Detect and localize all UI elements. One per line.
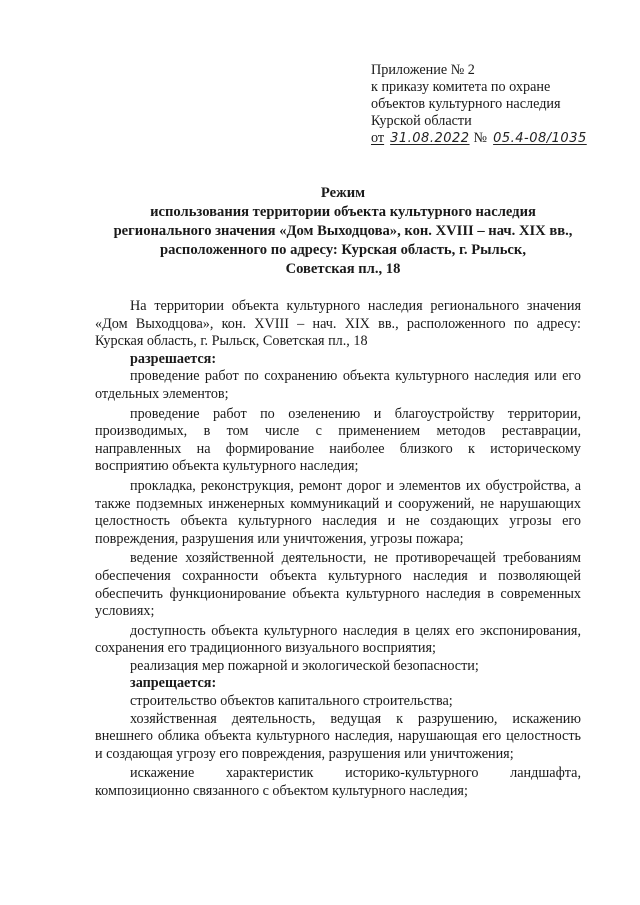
title-line-3: регионального значения «Дом Выходцова», кон. XVIII – нач. XIX вв., (113, 223, 573, 239)
date-prefix: от (371, 130, 385, 146)
forbidden-item: хозяйственная деятельность, ведущая к разрушению, искажению внешнего облика объекта культурного наследия, нарушающая его целостность и создающая угрозу его повреждения, разрушения или уничтожения; (95, 710, 581, 762)
appendix-date-number-line (371, 130, 587, 147)
document-body (95, 298, 581, 801)
allowed-heading: разрешается: (130, 350, 217, 367)
handwritten-date: 31.08.2022 (390, 131, 470, 146)
title-line-4: расположенного по адресу: Курская область, г. Рыльск, (160, 242, 526, 258)
appendix-title: Приложение № 2 (371, 62, 475, 78)
appendix-order-line: к приказу комитета по охране (371, 79, 551, 95)
number-sign: № (473, 130, 488, 146)
allowed-item: ведение хозяйственной деятельности, не противоречащей требованиям обеспечения сохранности объекта культурного наследия и позволяющей обеспечить функционирование объекта культурного наследия в современных условиях; (95, 550, 581, 620)
forbidden-item: искажение характеристик историко-культурного ландшафта, композиционно связанного с объектом культурного наследия; (95, 765, 581, 800)
allowed-item: прокладка, реконструкция, ремонт дорог и элементов их обустройства, а также подземных инженерных коммуникаций и сооружений, не нарушающих целостность объекта культурного наследия и не создающих угрозы его повреждения, разрушения или уничтожения, угрозы пожара; (95, 477, 581, 547)
allowed-item: проведение работ по сохранению объекта культурного наследия или его отдельных элементов; (95, 368, 581, 402)
allowed-item: проведение работ по озеленению и благоустройству территории, производимых, в том числе с применением методов реставрации, направленных на формирование наиболее близкого к историческому восприятию объекта культурного наследия; (95, 405, 581, 475)
forbidden-item: строительство объектов капитального строительства; (130, 693, 453, 710)
appendix-committee-line: объектов культурного наследия (371, 96, 561, 112)
allowed-item: доступность объекта культурного наследия в целях его экспонирования, сохранения его традиционного визуального восприятия; (95, 622, 581, 657)
appendix-block (371, 62, 587, 147)
allowed-item: реализация мер пожарной и экологической безопасности; (130, 657, 479, 674)
document-title (60, 184, 626, 279)
appendix-region-line: Курской области (371, 113, 472, 129)
title-line-1: Режим (320, 185, 366, 201)
title-line-2: использования территории объекта культурного наследия (150, 204, 536, 220)
forbidden-heading: запрещается: (130, 675, 217, 692)
title-line-5: Советская пл., 18 (285, 261, 401, 277)
handwritten-number: 05.4-08/1035 (493, 131, 587, 146)
intro-paragraph: На территории объекта культурного наследия регионального значения «Дом Выходцова», кон. XVIII – нач. XIX вв., расположенного по адресу: Курская область, г. Рыльск, Советская пл., 18 (95, 298, 581, 350)
